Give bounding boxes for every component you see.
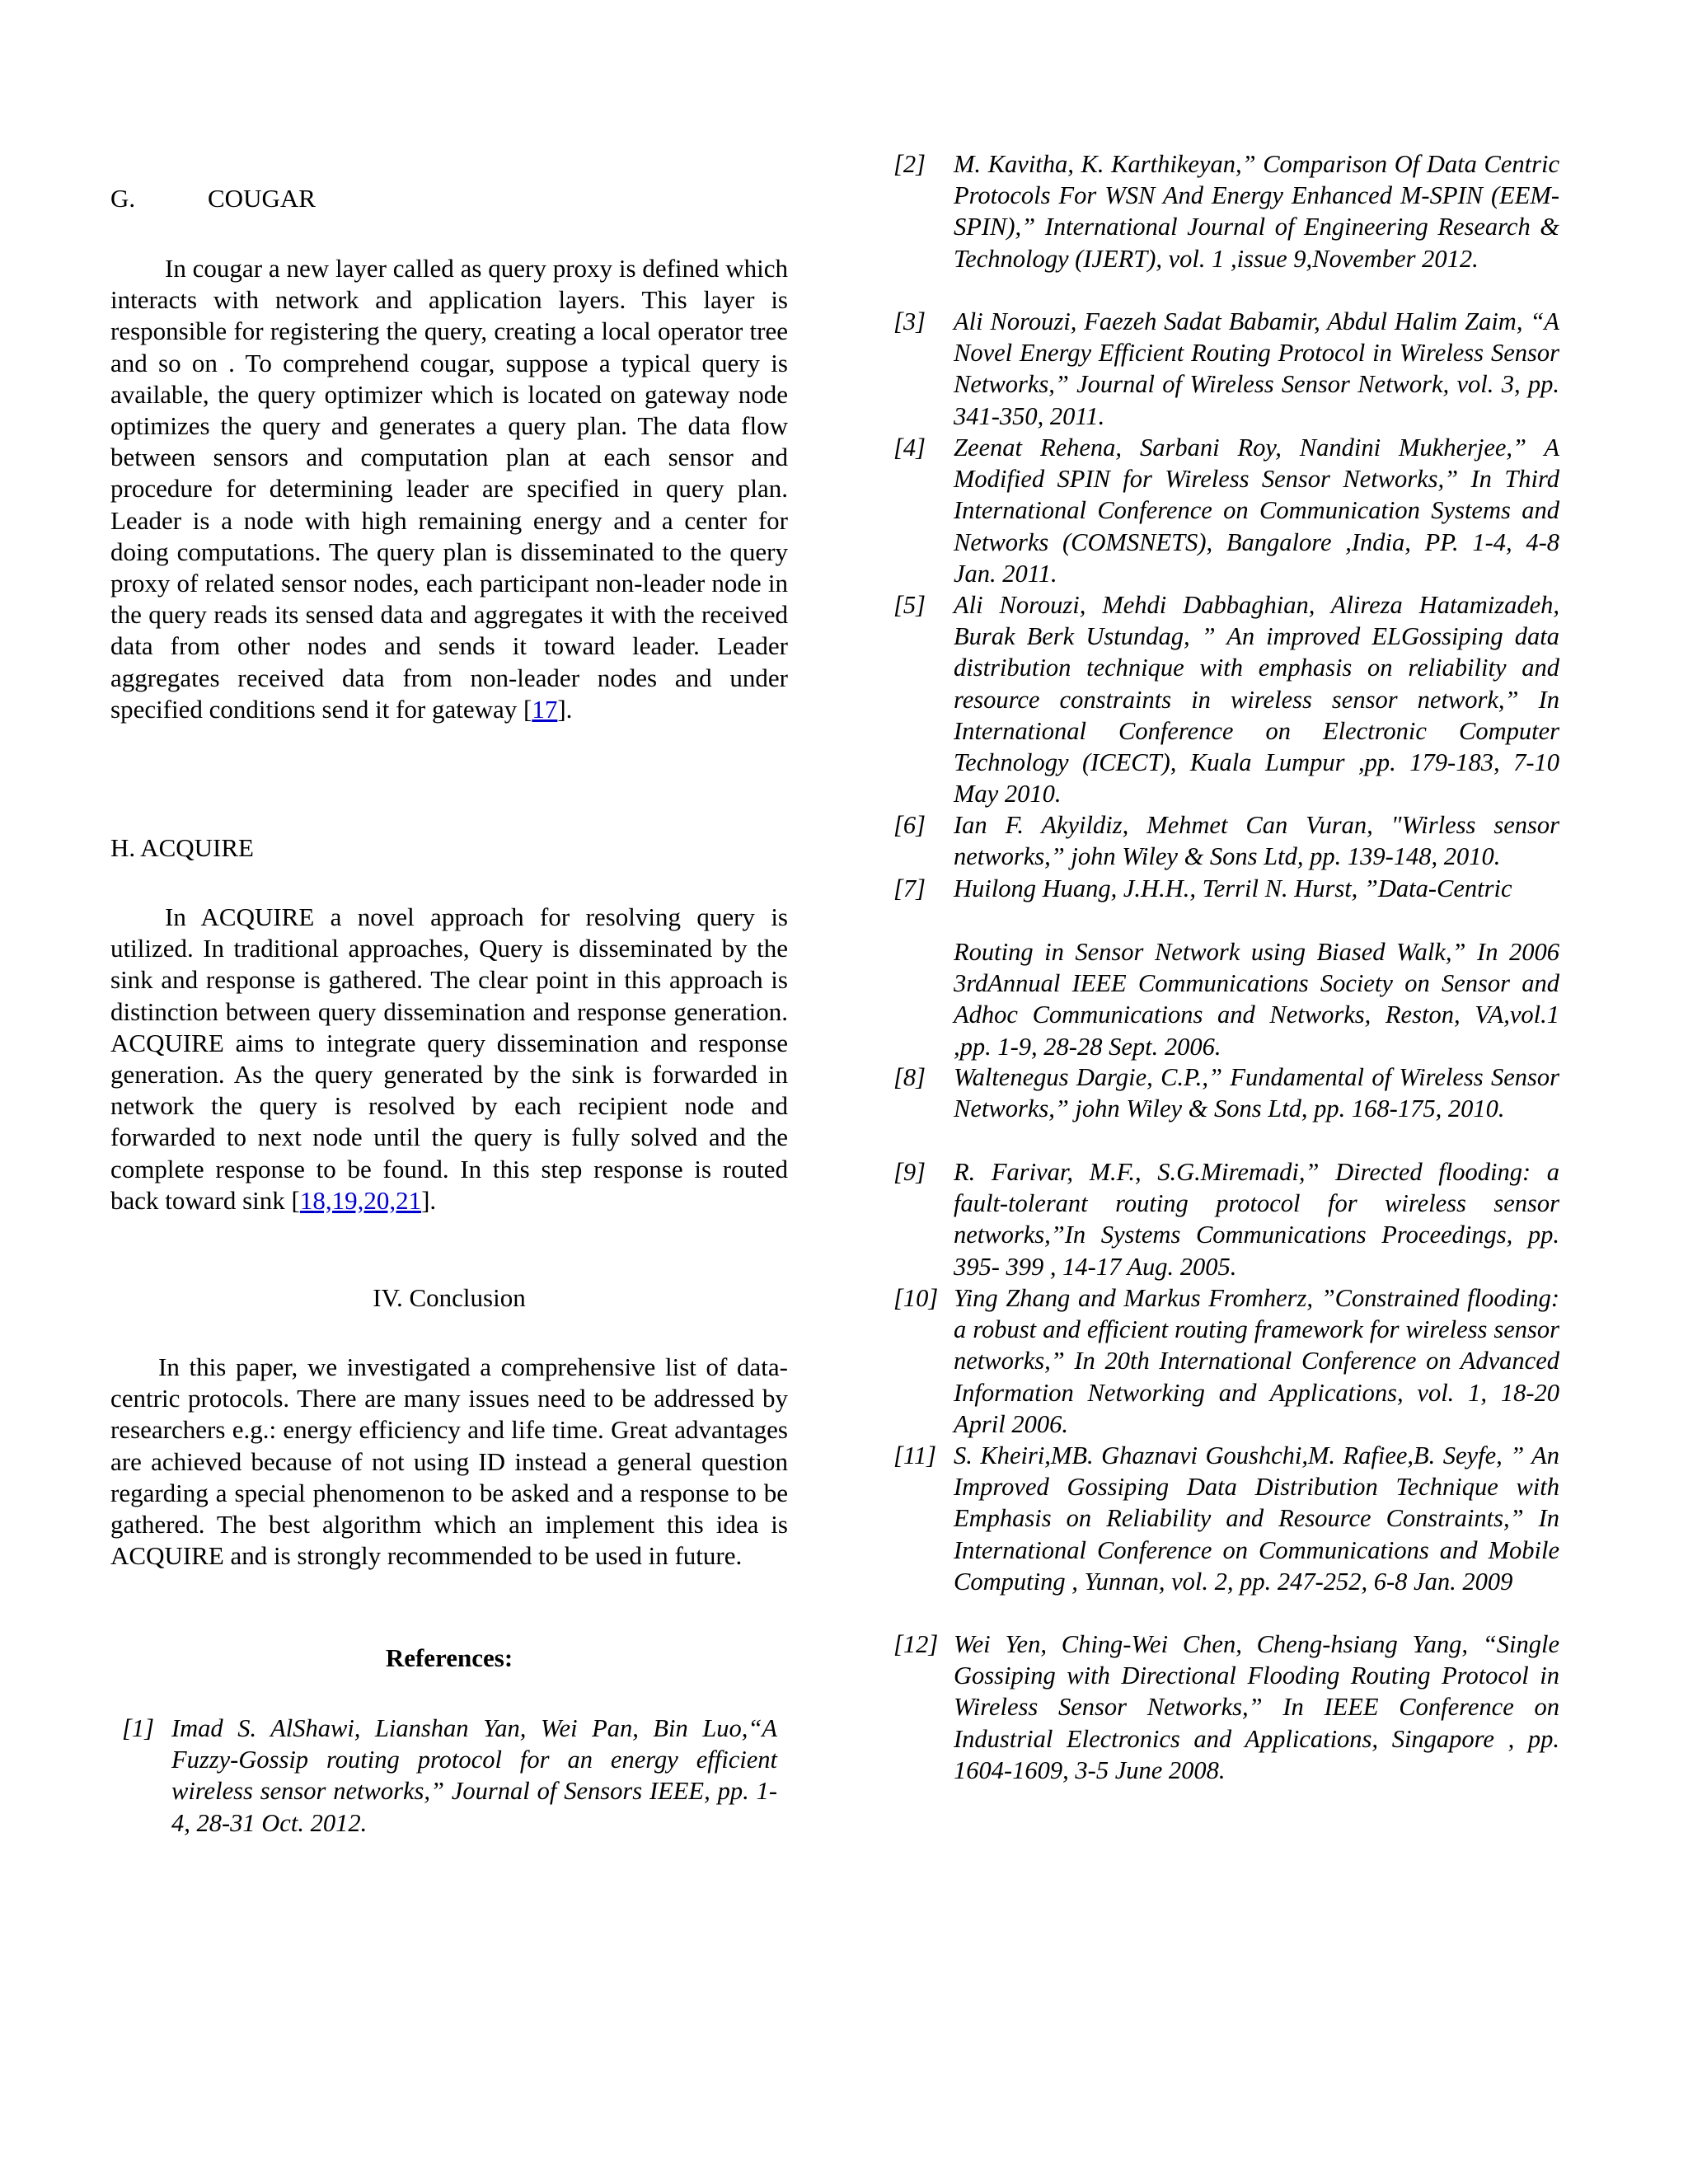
section-h-heading: H. ACQUIRE (110, 833, 254, 862)
section-g-text: In cougar a new layer called as query proxy is defined which interacts with network and application layers. This layer is responsible for registering the query, creating a local operator tree and so on . To comprehend cougar, suppose a typical query is available, the query optimizer which is located on gateway node optimizes the query and generates a query plan. The data flow between sensors and computation plan at each sensor and procedure for determining leader are specified in query plan. Leader is a node with high remaining energy and a center for doing computations. The query plan is disseminated to the query proxy of related sensor nodes, each participant non-leader node in the query reads its sensed data and aggregates it with the received data from other nodes and sends it toward leader. Leader aggregates received data from non-leader nodes and under specified conditions send it for gateway [ (110, 254, 788, 724)
reference-item-1 (122, 1713, 788, 1844)
conclusion-heading: IV. Conclusion (373, 1283, 526, 1312)
reference-number: [1] (122, 1714, 154, 1742)
reference-number: [8] (893, 1063, 926, 1091)
reference-text: Ali Norouzi, Faezeh Sadat Babamir, Abdul Halim Zaim, “A Novel Energy Efficient Routing Protocol in Wireless Sensor Networks,” Journal of Wireless Sensor Network, vol. 3, pp. 341-350, 2011. (954, 307, 1559, 430)
reference-text: Waltenegus Dargie, C.P.,” Fundamental of Wireless Sensor Networks,” john Wiley & Sons Ltd, pp. 168-175, 2010. (954, 1063, 1559, 1123)
reference-number: [9] (893, 1158, 926, 1186)
section-h-tail: ]. (421, 1185, 437, 1215)
reference-text: Ali Norouzi, Mehdi Dabbaghian, Alireza Hatamizadeh, Burak Berk Ustundag, ” An improved ELGossiping data distribution technique with emphasis on reliability and resource constraints in wireless sensor network,” In International Conference on Electronic Computer Technology (ICECT), Kuala Lumpur ,pp. 179-183, 7-10 May 2010. (954, 591, 1559, 808)
reference-text: Huilong Huang, J.H.H., Terril N. Hurst, ”Data-Centric (954, 874, 1512, 902)
conclusion-paragraph: In this paper, we investigated a comprehensive list of data-centric protocols. There are many issues need to be addressed by researchers e.g.: energy efficiency and life time. Great advantages are achieved because of not using ID instead a general question regarding a special phenomenon to be asked and a response to be gathered. The best algorithm which an implement this idea is ACQUIRE and is strongly recommended to be used in future. (110, 1352, 788, 1571)
reference-text: M. Kavitha, K. Karthikeyan,” Comparison Of Data Centric Protocols For WSN And Energy Enhanced M-SPIN (EEM-SPIN),” International Journal of Engineering Research & Technology (IJERT), vol. 1 ,issue 9,November 2012. (954, 150, 1559, 273)
reference-text: Zeenat Rehena, Sarbani Roy, Nandini Mukherjee,” A Modified SPIN for Wireless Sensor Networks,” In Third International Conference on Communication Systems and Networks (COMSNETS), Bangalore ,India, PP. 1-4, 4-8 Jan. 2011. (954, 434, 1559, 588)
section-g-paragraph (110, 253, 788, 725)
reference-text: Ying Zhang and Markus Fromherz, ”Constrained flooding: a robust and efficient routing framework for wireless sensor networks,” In 20th International Conference on Advanced Information Networking and Applications, vol. 1, 18-20 April 2006. (954, 1284, 1559, 1438)
reference-number: [3] (893, 307, 926, 335)
citation-link-17[interactable]: 17 (532, 694, 558, 724)
reference-number: [6] (893, 811, 926, 839)
reference-text: S. Kheiri,MB. Ghaznavi Goushchi,M. Rafiee,B. Seyfe, ” An Improved Gossiping Data Distribution Technique with Emphasis on Reliability and Resource Constraints,” In International Conference on Communications and Mobile Computing , Yunnan, vol. 2, pp. 247-252, 6-8 Jan. 2009 (954, 1441, 1559, 1596)
reference-number: [2] (893, 150, 926, 178)
section-g-title: COUGAR (208, 184, 316, 213)
reference-text: Wei Yen, Ching-Wei Chen, Cheng-hsiang Yang, “Single Gossiping with Directional Flooding Routing Protocol in Wireless Sensor Networks,” In IEEE Conference on Industrial Electronics and Applications, Singapore , pp. 1604-1609, 3-5 June 2008. (954, 1630, 1559, 1784)
references-heading: References: (385, 1643, 513, 1672)
reference-number: [11] (893, 1441, 936, 1469)
section-g-heading (110, 183, 316, 214)
reference-number: [4] (893, 434, 926, 462)
section-g-letter: G. (110, 184, 136, 213)
reference-text: R. Farivar, M.F., S.G.Miremadi,” Directed flooding: a fault-tolerant routing protocol for wireless sensor networks,”In Systems Communications Proceedings, pp. 395- 399 , 14-17 Aug. 2005. (954, 1158, 1559, 1281)
reference-number: [10] (893, 1284, 939, 1312)
reference-text: Ian F. Akyildiz, Mehmet Can Vuran, "Wirless sensor networks,” john Wiley & Sons Ltd, pp. 139-148, 2010. (954, 811, 1559, 871)
section-h-paragraph (110, 902, 788, 1216)
reference-text: Routing in Sensor Network using Biased Walk,” In 2006 3rdAnnual IEEE Communications Society on Sensor and Adhoc Communications and Networks, Reston, VA,vol.1 ,pp. 1-9, 28-28 Sept. 2006. (954, 938, 1559, 1061)
section-h-text: In ACQUIRE a novel approach for resolving query is utilized. In traditional approaches, Query is disseminated by the sink and response is gathered. The clear point in this approach is distinction between query dissemination and response generation. ACQUIRE aims to integrate query dissemination and response generation. As the query generated by the sink is forwarded in network the query is resolved by each recipient node and forwarded to next node until the query is fully solved and the complete response to be found. In this step response is routed back toward sink [ (110, 902, 788, 1215)
reference-number: [5] (893, 591, 926, 619)
reference-number: [12] (893, 1630, 939, 1658)
reference-number: [7] (893, 874, 926, 902)
section-g-tail: ]. (557, 694, 573, 724)
citation-link-18-21[interactable]: 18,19,20,21 (299, 1185, 422, 1215)
reference-text: Imad S. AlShawi, Lianshan Yan, Wei Pan, Bin Luo,“A Fuzzy-Gossip routing protocol for an energy efficient wireless sensor networks,” Journal of Sensors IEEE, pp. 1-4, 28-31 Oct. 2012. (171, 1714, 777, 1837)
